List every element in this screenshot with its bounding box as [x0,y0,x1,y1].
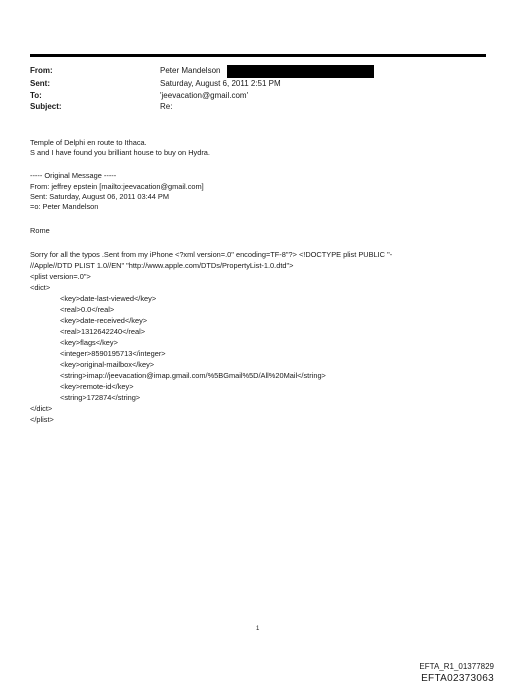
header-rule [30,54,486,57]
from-value: Peter Mandelson [160,66,221,75]
dict-close: </dict> [30,404,53,413]
from-label: From: [30,66,53,75]
bates-number-2: EFTA02373063 [421,673,494,684]
body-line-1: Temple of Delphi en route to Ithaca. [30,138,147,147]
plist-line: <key>date-last-viewed</key> [60,294,157,303]
sent-value: Saturday, August 6, 2011 2:51 PM [160,79,281,88]
original-sent: Sent: Saturday, August 06, 2011 03:44 PM [30,192,170,201]
plist-line: <real>1312642240</real> [60,327,146,336]
plist-line: <key>date-received</key> [60,316,148,325]
redaction-block [227,65,374,78]
plist-line: <key>flags</key> [60,338,118,347]
body-line-2: S and I have found you brilliant house to buy on Hydra. [30,148,210,157]
original-to: =o: Peter Mandelson [30,202,99,211]
plist-line: <key>remote-id</key> [60,382,134,391]
page-number: 1 [256,626,260,632]
typos-line-2: //Apple//DTD PLIST 1.0//EN" "http://www.apple.com/DTDs/PropertyList-1.0.dtd"> [30,261,294,270]
plist-close: </plist> [30,415,54,424]
plist-line: <string>172874</string> [60,393,141,402]
to-label: To: [30,91,42,100]
typos-line-1: Sorry for all the typos .Sent from my iPhone <?xml version=.0" encoding=TF-8"?> <!DOCTYPE plist PUBLIC "- [30,250,393,259]
bates-number-1: EFTA_R1_01377829 [419,662,494,671]
sent-label: Sent: [30,79,50,88]
plist-open: <plist version=.0"> [30,272,91,281]
rome-line: Rome [30,226,50,235]
to-value: 'jeevacation@gmail.com' [160,91,249,100]
dict-open: <dict> [30,283,51,292]
subject-label: Subject: [30,102,62,111]
subject-value: Re: [160,102,173,111]
plist-line: <integer>8590195713</integer> [60,349,166,358]
original-message-marker: ----- Original Message ----- [30,171,117,180]
plist-line: <key>original-mailbox</key> [60,360,155,369]
plist-line: <real>0.0</real> [60,305,115,314]
original-from: From: jeffrey epstein [mailto:jeevacation@gmail.com] [30,182,204,191]
plist-line: <string>imap://jeevacation@imap.gmail.com/%5BGmail%5D/All%20Mail</string> [60,371,326,380]
